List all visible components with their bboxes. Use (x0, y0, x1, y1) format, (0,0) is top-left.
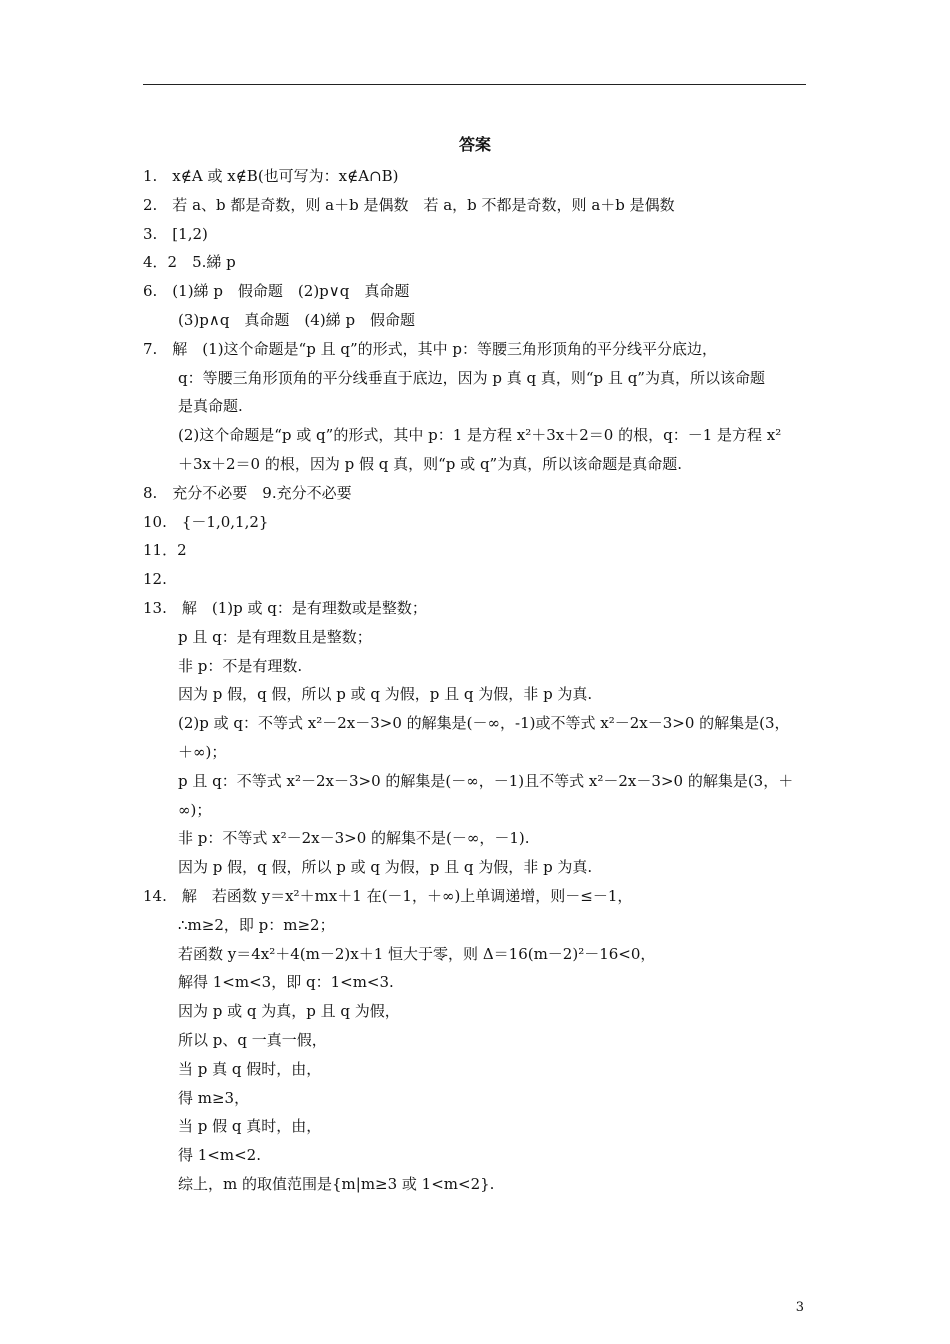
answer-line: 13. 解 (1)p 或 q：是有理数或是整数； (143, 598, 427, 617)
answer-line: 1. x∉A 或 x∉B(也可写为：x∉A∩B) (143, 167, 399, 185)
header-rule (143, 84, 806, 85)
answer-list (143, 162, 811, 1199)
answer-line: ∴m≥2，即 p：m≥2； (178, 915, 335, 934)
answer-line: (2)这个命题是“p 或 q”的形式，其中 p：1 是方程 x²＋3x＋2＝0 的根，q：－1 是方程 x² (178, 426, 782, 445)
answer-line: 因为 p 假，q 假，所以 p 或 q 为假，p 且 q 为假，非 p 为真. (178, 858, 593, 877)
answer-line: 11．2 (143, 541, 187, 560)
answer-line: 当 p 假 q 真时，由， (178, 1117, 322, 1136)
answer-line: 10. {－1,0,1,2} (143, 512, 269, 531)
answer-line: 因为 p 假，q 假，所以 p 或 q 为假，p 且 q 为假，非 p 为真. (178, 685, 593, 704)
answer-line: ＋∞)； (178, 742, 227, 761)
answer-line: 非 p：不等式 x²－2x－3>0 的解集不是(－∞，－1). (178, 829, 530, 848)
answer-line: 综上，m 的取值范围是{m|m≥3 或 1<m<2}. (178, 1174, 495, 1193)
answer-line: p 且 q：是有理数且是整数； (178, 627, 372, 646)
answer-line: 是真命题. (178, 397, 243, 416)
answer-line: 得 1<m<2. (178, 1146, 261, 1165)
answer-line: 若函数 y＝4x²＋4(m－2)x＋1 恒大于零，则 Δ＝16(m－2)²－16<0， (178, 944, 656, 963)
answer-line: (3)p∧q 真命题 (4)綈 p 假命题 (178, 310, 416, 329)
answer-line: 12. (143, 570, 167, 589)
answer-line: 3. [1,2) (143, 224, 208, 243)
answer-line: 14. 解 若函数 y＝x²＋mx＋1 在(－1，＋∞)上单调递增，则－≤－1， (143, 886, 633, 905)
answer-line: 解得 1<m<3，即 q：1<m<3. (178, 973, 394, 992)
page-number: 3 (795, 1300, 804, 1315)
answer-line: 所以 p、q 一真一假， (178, 1030, 327, 1049)
answer-line: 非 p：不是有理数. (178, 656, 303, 675)
answer-line: ∞)； (178, 800, 212, 819)
answer-line: q：等腰三角形顶角的平分线垂直于底边，因为 p 真 q 真，则“p 且 q”为真，所以该命题 (178, 368, 765, 387)
answer-line: 7. 解 (1)这个命题是“p 且 q”的形式，其中 p：等腰三角形顶角的平分线平分底边， (143, 339, 718, 358)
answer-line: 2. 若 a、b 都是奇数，则 a＋b 是偶数 若 a，b 不都是奇数，则 a＋b 是偶数 (143, 195, 675, 214)
answer-line: ＋3x＋2＝0 的根，因为 p 假 q 真，则“p 或 q”为真，所以该命题是真命题. (178, 454, 682, 473)
answer-line: (2)p 或 q：不等式 x²－2x－3>0 的解集是(－∞，-1)或不等式 x²－2x－3>0 的解集是(3， (178, 714, 790, 733)
answer-line: 当 p 真 q 假时，由， (178, 1059, 322, 1078)
page-title: 答案 (458, 135, 491, 154)
answer-line: 6. (1)綈 p 假命题 (2)p∨q 真命题 (143, 282, 410, 301)
answer-line: 8. 充分不必要 9.充分不必要 (143, 483, 352, 502)
answer-line: 得 m≥3， (178, 1088, 250, 1107)
answer-line: p 且 q：不等式 x²－2x－3>0 的解集是(－∞，－1)且不等式 x²－2x－3>0 的解集是(3，＋ (178, 771, 794, 790)
answer-line: 4．2 5.綈 p (143, 253, 236, 272)
answer-line: 因为 p 或 q 为真，p 且 q 为假， (178, 1002, 400, 1021)
